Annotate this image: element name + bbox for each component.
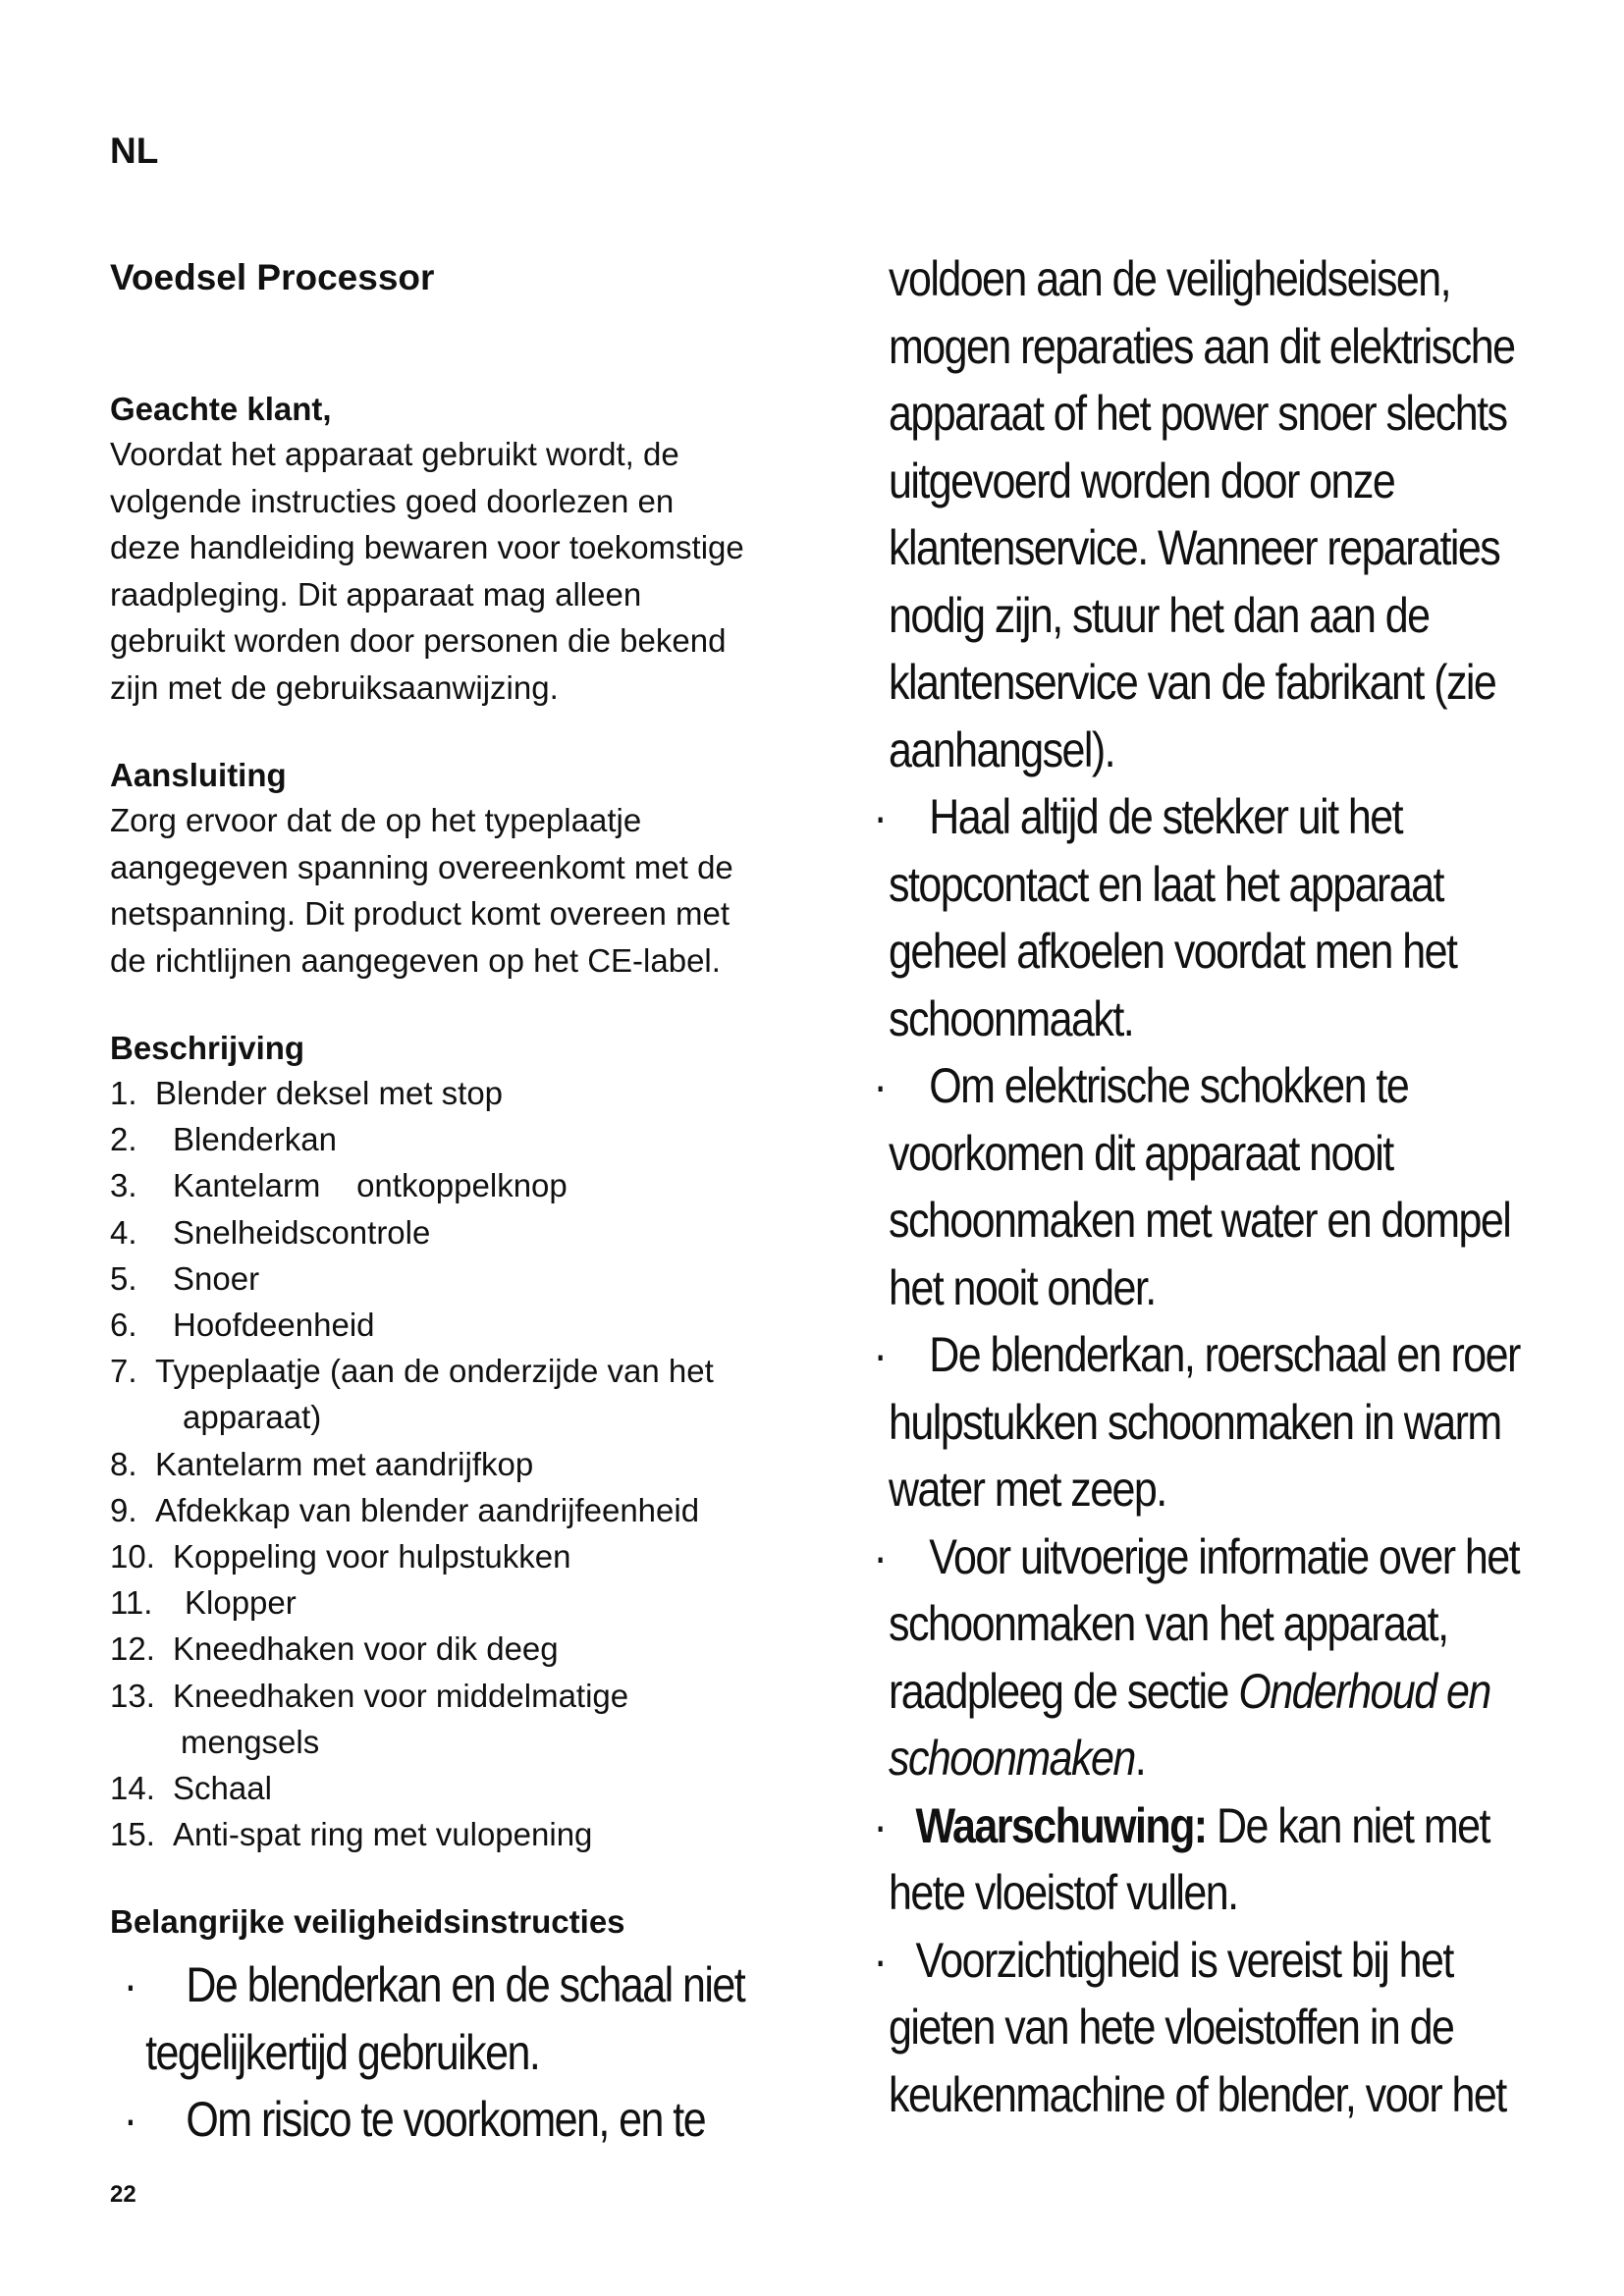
text-line: de richtlijnen aangegeven op het CE-label. [110, 941, 721, 979]
safety-text: Om risico te voorkomen, en te [186, 2092, 706, 2148]
safety-text: keukenmachine of blender, voor het [889, 2066, 1506, 2122]
safety-text: uitgevoerd worden door onze [889, 453, 1395, 508]
list-item [110, 1441, 817, 1487]
safety-text: voorkomen dit apparaat nooit [889, 1125, 1393, 1181]
safety-text: hulpstukken schoonmaken in warm [889, 1394, 1501, 1450]
list-number: 7. [110, 1353, 137, 1390]
list-text: Snelheidscontrole [173, 1213, 431, 1251]
list-text: Kneedhaken voor middelmatige [173, 1677, 629, 1714]
safety-text: stopcontact en laat het apparaat [889, 856, 1443, 912]
list-item [110, 1302, 817, 1348]
left-column [110, 250, 817, 2154]
list-text: Typeplaatje (aan de onderzijde van het [155, 1353, 714, 1390]
list-text-continuation: apparaat) [183, 1399, 322, 1436]
list-item [110, 1626, 817, 1672]
bullet: · [873, 1327, 887, 1382]
safety-text: tegelijkertijd gebruiken. [145, 2024, 540, 2080]
list-number: 9. [110, 1491, 137, 1528]
document-title: Voedsel Processor [110, 257, 435, 297]
text-line: Zorg ervoor dat de op het typeplaatje [110, 802, 642, 838]
geachte-paragraph [110, 431, 817, 711]
list-text: Blender deksel met stop [155, 1075, 504, 1111]
safety-text: mogen reparaties aan dit elektrische [889, 318, 1515, 374]
list-text: Kneedhaken voor dik deeg [173, 1630, 559, 1668]
safety-text: geheel afkoelen voordat men het [889, 924, 1457, 979]
list-number: 11. [110, 1584, 153, 1622]
list-text: Schaal [173, 1770, 272, 1807]
bullet: · [873, 1797, 887, 1853]
safety-text: Voor uitvoerige informatie over het [929, 1528, 1520, 1584]
text-line: aangegeven spanning overeenkomt met de [110, 848, 733, 885]
list-number: 12. [110, 1630, 155, 1668]
safety-item [110, 1951, 769, 2086]
safety-item [873, 783, 1531, 1052]
list-text: Hoofdeenheid [173, 1307, 375, 1344]
list-number: 6. [110, 1307, 137, 1344]
safety-continuation [889, 245, 1531, 783]
safety-item [873, 1321, 1531, 1523]
list-item [110, 1162, 817, 1208]
list-text: Afdekkap van blender aandrijfeenheid [155, 1491, 700, 1528]
text-line: Voordat het apparaat gebruikt wordt, de [110, 436, 679, 472]
bullet: · [873, 1932, 887, 1988]
page-number: 22 [110, 2181, 136, 2208]
list-text: Anti-spat ring met vulopening [173, 1816, 593, 1853]
list-number: 8. [110, 1445, 137, 1482]
list-number: 13. [110, 1677, 155, 1714]
safety-text: het nooit onder. [889, 1259, 1156, 1315]
parts-list [110, 1070, 817, 1857]
list-item [110, 1487, 817, 1533]
text-line: volgende instructies goed doorlezen en [110, 482, 675, 519]
safety-item [110, 2086, 769, 2154]
safety-text: klantenservice. Wanneer reparaties [889, 520, 1500, 575]
safety-item [873, 1927, 1531, 2129]
list-text: Koppeling voor hulpstukken [173, 1538, 571, 1575]
heading-veiligheidsinstructies: Belangrijke veiligheidsinstructies [110, 1903, 625, 1941]
bullet: · [873, 789, 887, 844]
list-item [110, 1209, 817, 1255]
safety-text: Haal altijd de stekker uit het [929, 789, 1403, 844]
safety-text: Voorzichtigheid is vereist bij het [915, 1932, 1453, 1988]
safety-text: raadpleeg de sectie [889, 1663, 1239, 1719]
right-column [873, 245, 1531, 2128]
text-line: deze handleiding bewaren voor toekomstige [110, 529, 744, 565]
heading-aansluiting: Aansluiting [110, 757, 287, 793]
warning-label: Waarschuwing: [915, 1797, 1207, 1853]
bullet: · [873, 1528, 887, 1584]
safety-text: schoonmaakt. [889, 990, 1134, 1046]
list-item [110, 1070, 817, 1116]
text-line: raadpleging. Dit apparaat mag alleen [110, 575, 642, 613]
list-text: Snoer [173, 1259, 260, 1297]
safety-text: De blenderkan, roerschaal en roer [929, 1327, 1520, 1382]
list-number: 2. [110, 1121, 137, 1158]
bullet: · [873, 1058, 887, 1113]
list-item [110, 1255, 817, 1302]
list-text: Kantelarm ontkoppelknop [173, 1167, 568, 1204]
list-item [110, 1673, 817, 1765]
safety-text: hete vloeistof vullen. [889, 1865, 1238, 1920]
list-number: 3. [110, 1167, 137, 1204]
safety-text: schoonmaken van het apparaat, [889, 1596, 1448, 1651]
safety-text: . [1134, 1731, 1146, 1786]
list-text-continuation: mengsels [181, 1723, 320, 1760]
list-number: 10. [110, 1538, 155, 1575]
safety-text: schoonmaken met water en dompel [889, 1193, 1511, 1248]
bullet: · [123, 2092, 136, 2148]
heading-geachte-klant: Geachte klant, [110, 391, 332, 427]
list-item [110, 1348, 817, 1440]
warning-item [873, 1792, 1531, 1927]
safety-item [873, 1052, 1531, 1321]
list-number: 5. [110, 1259, 137, 1297]
safety-item [873, 1523, 1531, 1792]
safety-text: nodig zijn, stuur het dan aan de [889, 587, 1430, 643]
safety-text: voldoen aan de veiligheidseisen, [889, 251, 1451, 306]
language-label: NL [110, 131, 159, 171]
safety-text: Om elektrische schokken te [929, 1058, 1409, 1113]
safety-text: klantenservice van de fabrikant (zie [889, 655, 1496, 710]
list-item [110, 1811, 817, 1857]
text-line: netspanning. Dit product komt overeen met [110, 895, 731, 932]
section-reference: schoonmaken [889, 1731, 1135, 1786]
list-number: 15. [110, 1816, 155, 1853]
safety-items-left [110, 1951, 769, 2154]
safety-text: gieten van hete vloeistoffen in de [889, 2000, 1454, 2055]
safety-text: water met zeep. [889, 1462, 1166, 1517]
list-number: 4. [110, 1213, 137, 1251]
bullet: · [123, 1957, 136, 2013]
list-item [110, 1533, 817, 1579]
list-item [110, 1765, 817, 1811]
heading-beschrijving: Beschrijving [110, 1030, 305, 1066]
safety-text: apparaat of het power snoer slechts [889, 386, 1507, 441]
list-text: Kantelarm met aandrijfkop [155, 1445, 534, 1482]
list-number: 1. [110, 1075, 137, 1111]
list-text: Klopper [185, 1584, 297, 1622]
safety-text: De kan niet met [1206, 1797, 1489, 1853]
list-number: 14. [110, 1770, 155, 1807]
safety-text: aanhangsel). [889, 721, 1115, 777]
list-item [110, 1579, 817, 1626]
aansluiting-paragraph [110, 797, 817, 984]
text-line: zijn met de gebruiksaanwijzing. [110, 668, 559, 706]
section-reference: Onderhoud en [1238, 1663, 1490, 1719]
list-text: Blenderkan [173, 1121, 337, 1158]
safety-text: De blenderkan en de schaal niet [186, 1957, 745, 2013]
list-item [110, 1116, 817, 1162]
text-line: gebruikt worden door personen die bekend [110, 622, 727, 659]
